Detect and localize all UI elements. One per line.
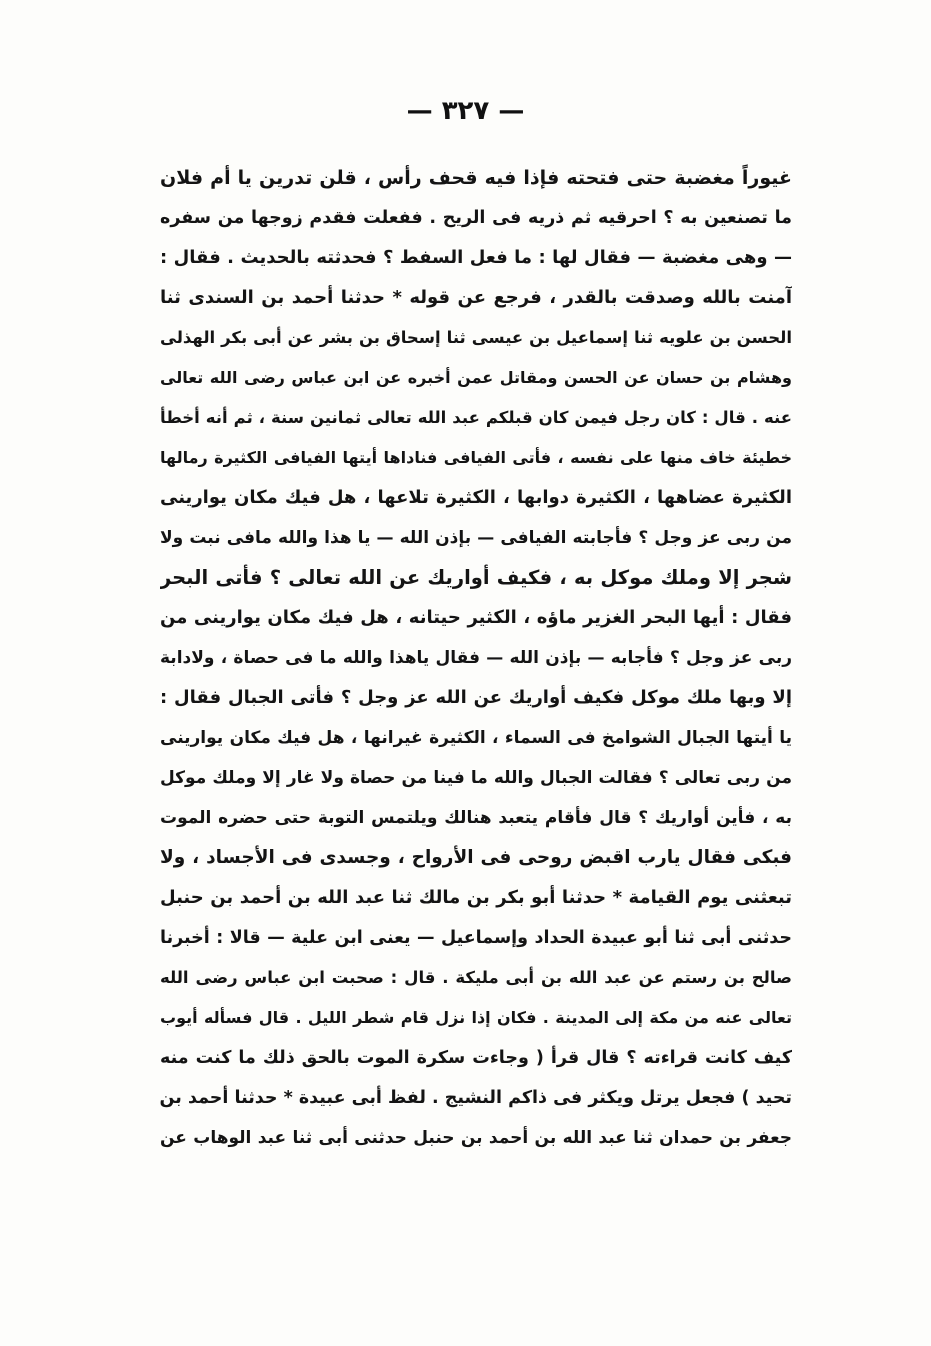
text-line: الحسن بن علويه ثنا إسماعيل بن عيسى ثنا إسحاق بن بشر عن أبى بكر الهذلى: [160, 328, 792, 347]
page-number: — ٣٢٧ —: [406, 96, 525, 126]
text-line: الكثيرة عضاهها ، الكثيرة دوابها ، الكثيرة تلاعها ، هل فيك مكان يوارينى: [160, 487, 792, 508]
text-line: فبكى فقال يارب اقبض روحى فى الأرواح ، وجسدى فى الأجساد ، ولا: [160, 847, 792, 868]
text-line: آمنت بالله وصدقت بالقدر ، فرجع عن قوله * حدثنا أحمد بن السندى ثنا: [160, 287, 792, 308]
text-line: ما تصنعين به ؟ احرقيه ثم ذريه فى الريح . ففعلت فقدم زوجها من سفره: [160, 208, 792, 228]
text-line: تعالى عنه من مكة إلى المدينة . فكان إذا نزل قام شطر الليل . قال فسأله أيوب: [160, 1008, 792, 1027]
text-line: يا أيتها الجبال الشوامخ فى السماء ، الكثيرة غيرانها ، هل فيك مكان يوارينى: [160, 728, 792, 748]
text-line: وهشام بن حسان عن الحسن ومقاتل عمن أخبره عن ابن عباس رضى الله تعالى: [160, 368, 792, 387]
text-line: حدثنى أبى ثنا أبو عبيدة الحداد وإسماعيل — يعنى ابن علية — قالا : أخبرنا: [160, 928, 792, 948]
text-line: تبعثنى يوم القيامة * حدثنا أبو بكر بن مالك ثنا عبد الله بن أحمد بن حنبل: [160, 887, 792, 908]
text-line: من ربى تعالى ؟ فقالت الجبال والله ما فينا من حصاة ولا غار إلا وملك موكل: [160, 768, 792, 788]
text-line: كيف كانت قراءته ؟ قال قرأ ( وجاءت سكرة الموت بالحق ذلك ما كنت منه: [160, 1048, 792, 1068]
text-line: إلا وبها ملك موكل فكيف أواريك عن الله عز وجل ؟ فأتى الجبال فقال :: [160, 687, 792, 708]
text-line: صالح بن رستم عن عبد الله بن أبى مليكة . قال : صحبت ابن عباس رضى الله: [160, 968, 792, 987]
text-line: خطيئة خاف منها على نفسه ، فأتى الفيافى فناداها أيتها الفيافى الكثيرة رمالها: [160, 448, 792, 467]
text-line: جعفر بن حمدان ثنا عبد الله بن أحمد بن حنبل حدثنى أبى ثنا عبد الوهاب عن: [160, 1128, 792, 1148]
text-line: من ربى عز وجل ؟ فأجابته الفيافى — بإذن الله — يا هذا والله مافى نبت ولا: [160, 528, 792, 548]
text-line: تحيد ) فجعل يرتل ويكثر فى ذاكم النشيج . لفظ أبى عبيدة * حدثنا أحمد بن: [160, 1088, 792, 1108]
text-line: غيوراً مغضبة حتى فتحته فإذا فيه قحف رأس ، قلن تدرين يا أم فلان: [160, 167, 792, 189]
text-line: به ، فأين أواريك ؟ قال فأقام يتعبد هنالك ويلتمس التوبة حتى حضره الموت: [160, 808, 792, 828]
body-text: [160, 158, 792, 1158]
text-line: شجر إلا وملك موكل به ، فكيف أواريك عن الله تعالى ؟ فأتى البحر: [160, 566, 792, 589]
text-line: ربى عز وجل ؟ فأجابه — بإذن الله — فقال ياهذا والله ما فى حصاة ، ولادابة: [160, 648, 792, 668]
text-line: فقال : أيها البحر الغزير ماؤه ، الكثير حيتانه ، هل فيك مكان يوارينى من: [160, 607, 792, 628]
text-line: عنه . قال : كان رجل فيمن كان قبلكم عبد الله تعالى ثمانين سنة ، ثم أنه أخطأ: [160, 408, 792, 427]
text-line: — وهى مغضبة — فقال لها : ما فعل السفط ؟ فحدثته بالحديث . فقال :: [160, 247, 792, 268]
